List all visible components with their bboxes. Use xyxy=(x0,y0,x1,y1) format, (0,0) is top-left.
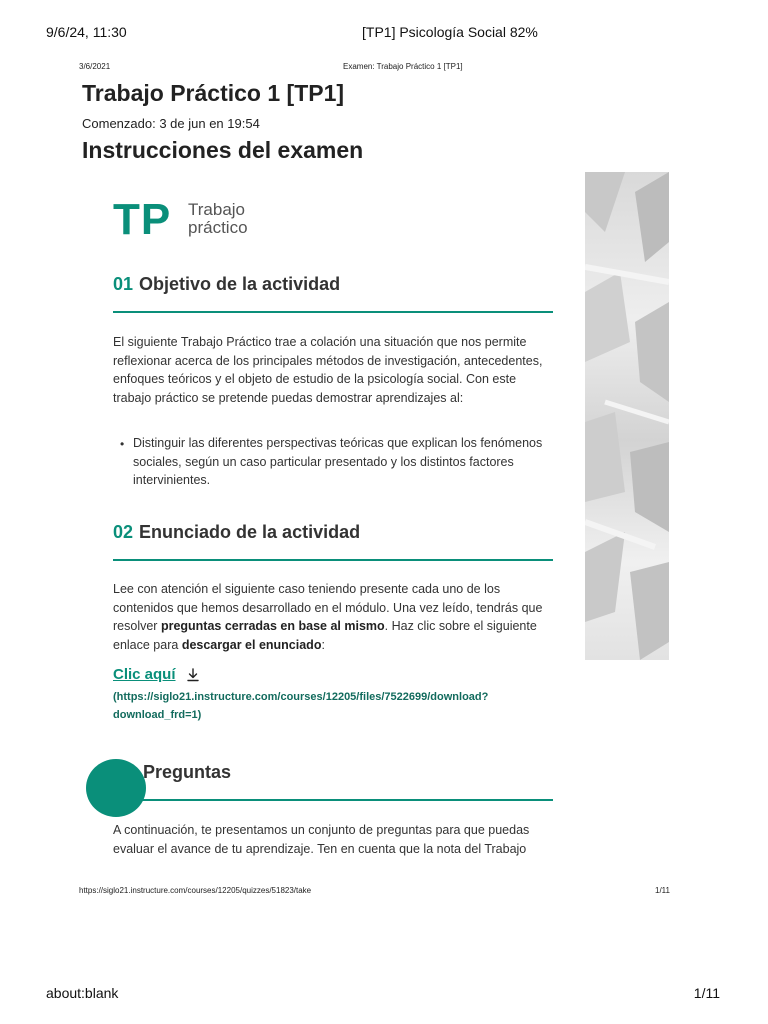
tp-logo-mark: TP xyxy=(113,195,172,244)
download-icon[interactable] xyxy=(186,668,200,687)
inner-print-date: 3/6/2021 xyxy=(79,62,111,71)
tp-logo-line1: Trabajo xyxy=(188,200,246,219)
started-timestamp: Comenzado: 3 de jun en 19:54 xyxy=(82,116,260,131)
section-divider xyxy=(113,559,553,561)
statement-paragraph: Lee con atención el siguiente caso teniendo presente cada uno de los contenidos que hemos desarrollado en el módulo. Una vez leído, tendrás que resolver preguntas cerradas en base al mismo. Haz clic sobre el siguiente enlace para descargar el enunciado: xyxy=(113,582,543,652)
section-title: Enunciado de la actividad xyxy=(139,522,361,542)
download-link-row[interactable] xyxy=(113,666,200,687)
inner-print-title: Examen: Trabajo Práctico 1 [TP1] xyxy=(343,62,463,71)
tp-logo-line2: práctico xyxy=(188,218,248,237)
print-datetime: 9/6/24, 11:30 xyxy=(46,24,127,40)
inner-print-page: 1/11 xyxy=(655,886,670,895)
questions-paragraph: A continuación, te presentamos un conjunto de preguntas para que puedas evaluar el avance de tu aprendizaje. Ten en cuenta que la nota del Trabajo xyxy=(113,823,530,856)
decorative-side-image xyxy=(585,172,669,660)
section-title: Preguntas xyxy=(143,762,232,782)
print-footer-page: 1/11 xyxy=(693,985,720,1001)
section-divider xyxy=(113,799,553,801)
page-title: Trabajo Práctico 1 [TP1] xyxy=(82,80,345,106)
section-divider xyxy=(113,311,553,313)
objective-paragraph: El siguiente Trabajo Práctico trae a colación una situación que nos permite reflexionar acerca de los principales métodos de investigación, antecedentes, enfoques teóricos y el objeto de estudio de la psicología social. Con este trabajo práctico se pretende puedas demostrar aprendizajes al: xyxy=(113,335,543,405)
instructions-title: Instrucciones del examen xyxy=(82,137,364,163)
objective-bullet: Distinguir las diferentes perspectivas teóricas que explican los fenómenos sociales, según un caso particular presentado y los distintos factores intervinientes. xyxy=(133,436,543,487)
section-questions-heading xyxy=(143,762,231,783)
inner-print-url: https://siglo21.instructure.com/courses/12205/quizzes/51823/take xyxy=(79,886,312,895)
print-tab-title: [TP1] Psicología Social 82% xyxy=(362,24,538,40)
browser-print-header xyxy=(0,24,768,44)
download-statement-link[interactable]: Clic aquí xyxy=(113,666,176,683)
section-title: Objetivo de la actividad xyxy=(139,274,341,294)
section-number: 02 xyxy=(113,522,134,542)
section-number-circle xyxy=(86,759,146,817)
print-footer-url: about:blank xyxy=(46,985,119,1001)
abstract-pattern-icon xyxy=(585,172,669,660)
download-link-url: (https://siglo21.instructure.com/courses/12205/files/7522699/download?download_frd=1) xyxy=(113,691,489,721)
section-number: 01 xyxy=(113,274,134,294)
section-objective-heading xyxy=(113,274,340,295)
tp-logo-caption xyxy=(188,201,288,237)
bullet-dot: • xyxy=(120,437,125,451)
section-statement-heading xyxy=(113,522,360,543)
